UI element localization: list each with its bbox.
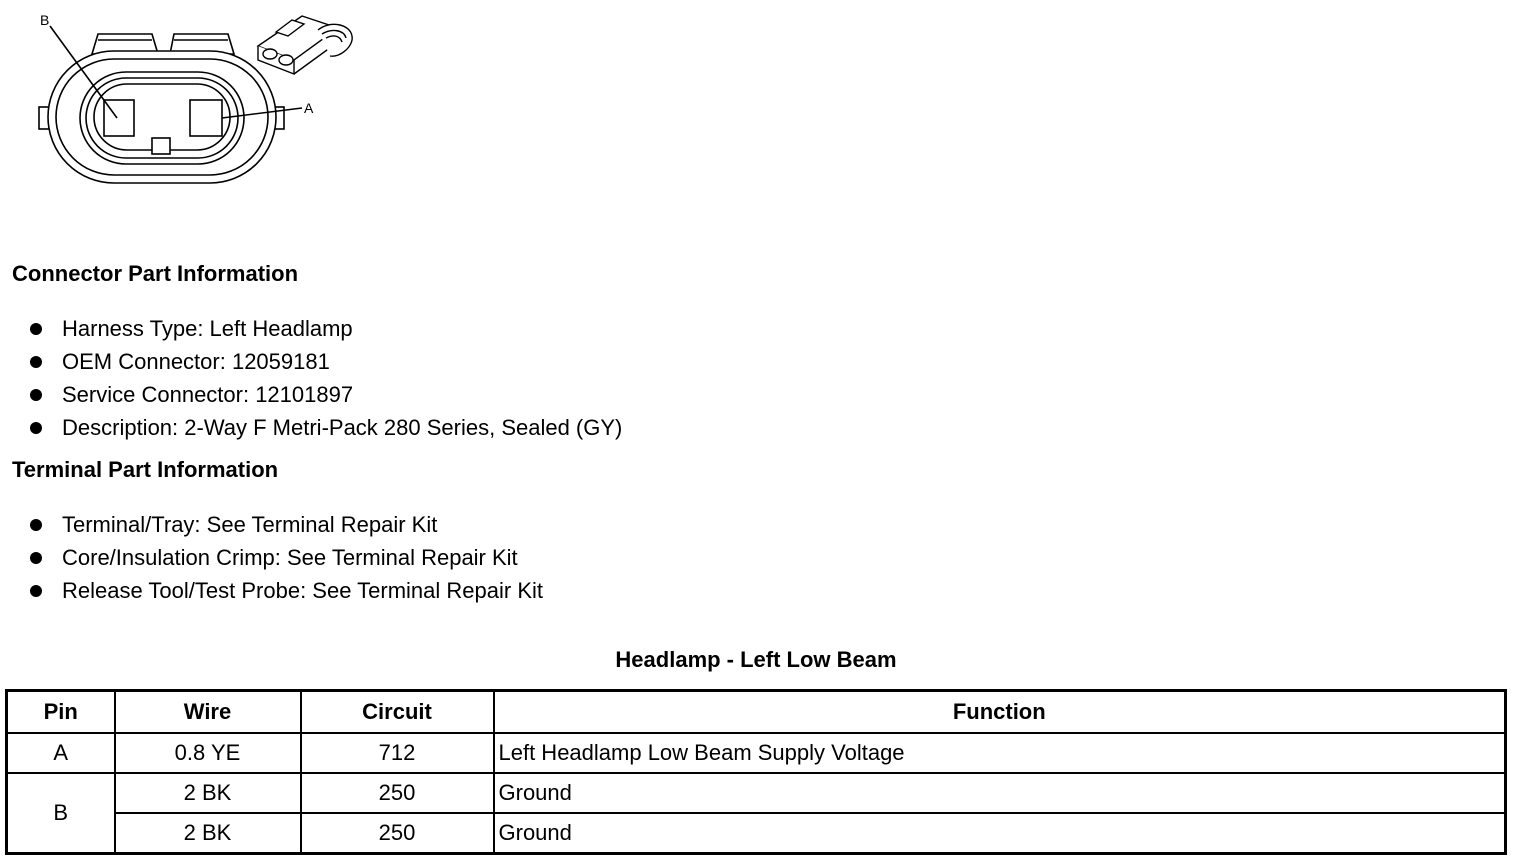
- col-header-function: Function: [494, 691, 1506, 734]
- cell-pin: B: [7, 773, 115, 854]
- terminal-info-list: [30, 510, 543, 609]
- bullet-icon: [30, 422, 42, 434]
- table-header-row: [7, 691, 1506, 734]
- list-item: Core/Insulation Crimp: See Terminal Repair Kit: [30, 543, 543, 576]
- list-item: Release Tool/Test Probe: See Terminal Repair Kit: [30, 576, 543, 609]
- pin-label-a: A: [304, 100, 314, 116]
- col-header-wire: Wire: [115, 691, 301, 734]
- table-row: [7, 813, 1506, 854]
- cell-circuit: 250: [301, 773, 494, 813]
- cell-circuit: 250: [301, 813, 494, 854]
- connector-part-info-heading: Connector Part Information: [12, 261, 299, 286]
- list-item: OEM Connector: 12059181: [30, 347, 622, 380]
- cavity-a: [190, 100, 222, 136]
- connector-info-list: [30, 314, 622, 446]
- cell-circuit: 712: [301, 733, 494, 773]
- col-header-circuit: Circuit: [301, 691, 494, 734]
- cell-wire: 2 BK: [115, 773, 301, 813]
- list-item: Description: 2-Way F Metri-Pack 280 Series, Sealed (GY): [30, 413, 622, 446]
- table-row: [7, 733, 1506, 773]
- cell-function: Ground: [494, 773, 1506, 813]
- col-header-pin: Pin: [7, 691, 115, 734]
- connector-diagram: [0, 0, 380, 200]
- cell-wire: 2 BK: [115, 813, 301, 854]
- bullet-icon: [30, 552, 42, 564]
- bullet-icon: [30, 323, 42, 335]
- list-item: Service Connector: 12101897: [30, 380, 622, 413]
- bullet-icon: [30, 585, 42, 597]
- pin-table-title: Headlamp - Left Low Beam: [615, 647, 897, 672]
- cell-pin: A: [7, 733, 115, 773]
- cell-function: Ground: [494, 813, 1506, 854]
- bullet-icon: [30, 389, 42, 401]
- pin-label-b: B: [40, 12, 50, 28]
- list-item: Harness Type: Left Headlamp: [30, 314, 622, 347]
- cell-wire: 0.8 YE: [115, 733, 301, 773]
- connector-iso-view: [258, 16, 352, 74]
- cell-function: Left Headlamp Low Beam Supply Voltage: [494, 733, 1506, 773]
- key-notch: [152, 138, 170, 154]
- bullet-icon: [30, 356, 42, 368]
- table-row: [7, 773, 1506, 813]
- bullet-icon: [30, 519, 42, 531]
- list-item: Terminal/Tray: See Terminal Repair Kit: [30, 510, 543, 543]
- terminal-part-info-heading: Terminal Part Information: [12, 457, 279, 482]
- pin-table: [5, 689, 1507, 855]
